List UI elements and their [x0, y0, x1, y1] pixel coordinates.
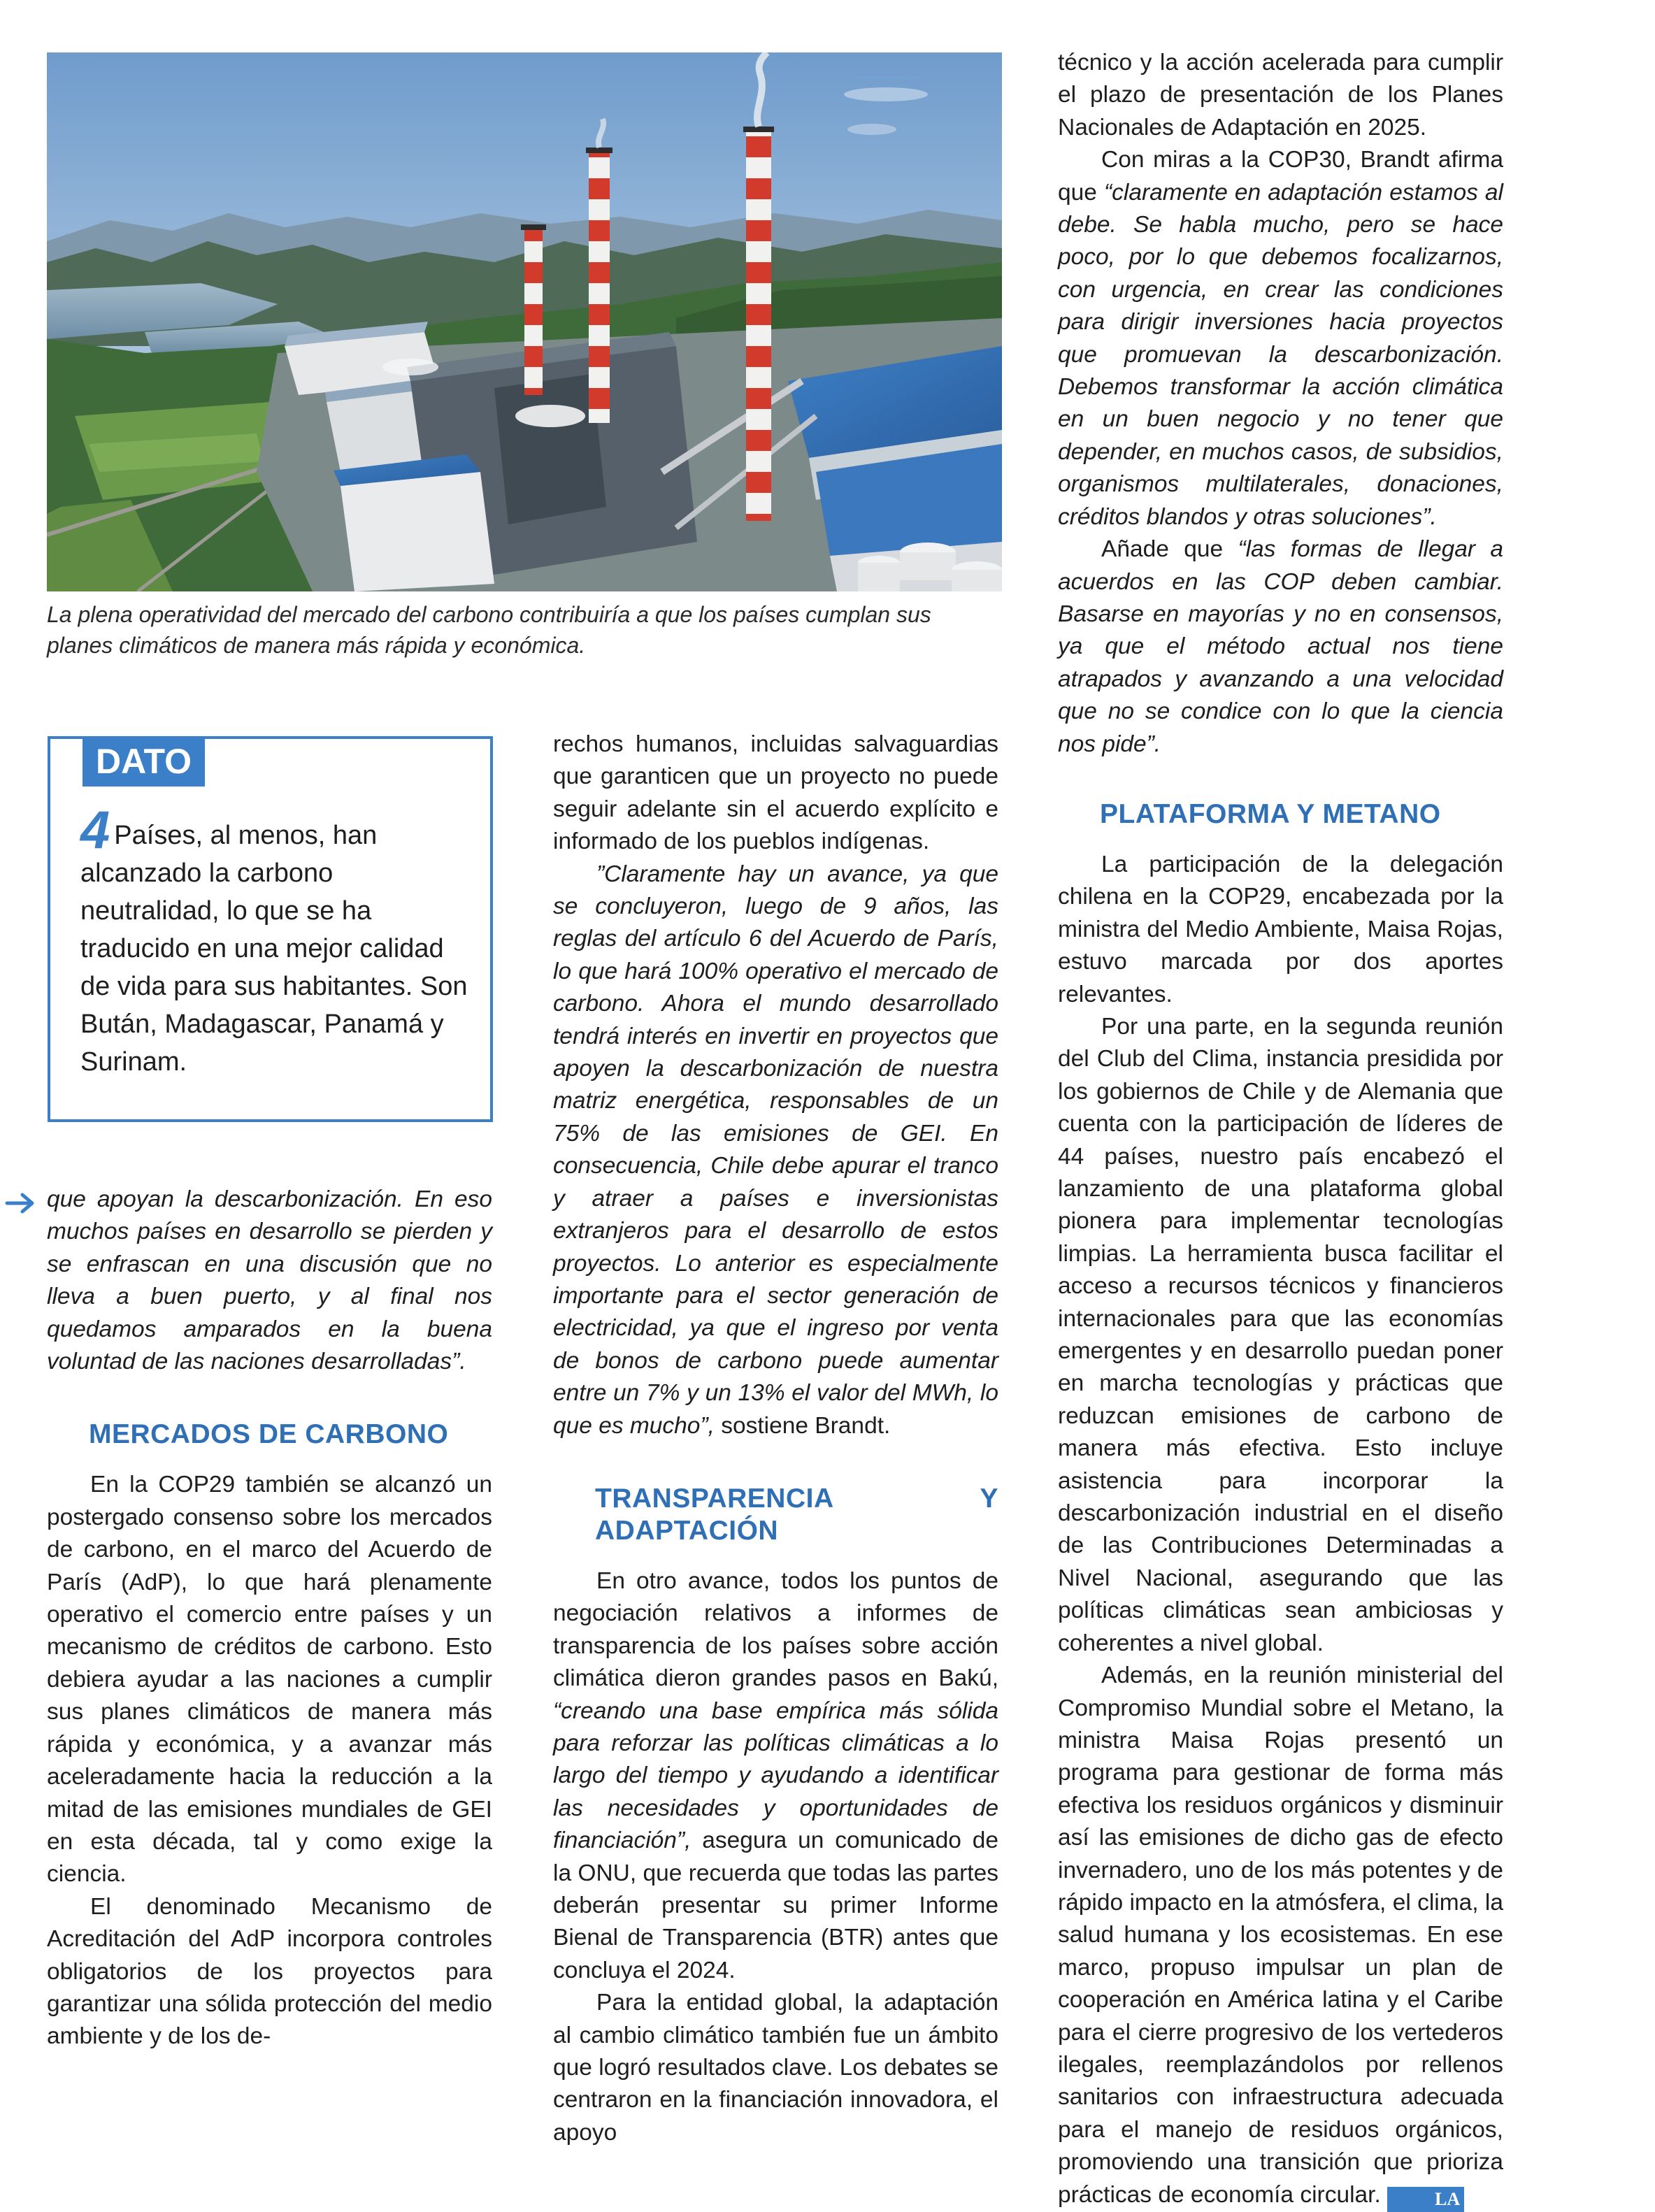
col3-paragraph-4: Por una parte, en la segunda reunión del Club del Clima, instancia presidida por los gobiernos de Chile y de Alemania que cuenta con la participación de líderes de 44 países, nuestro país encabezó el lanzamiento de una plataforma global pionera para implementar tecnologías limpias. La herramienta busca facilitar el acceso a recursos técnicos y financieros internacionales para que las economías emergentes y en desarrollo puedan poner en marcha tecnologías y prácticas que reduzcan emisiones de carbono de manera más efectiva. Esto incluye asistencia para incorporar la descarbonización industrial en el diseño de las Contribuciones Determinadas a Nivel Nacional, asegurando que las políticas climáticas sean ambiciosas y coherentes a nivel global.	[1058, 1013, 1503, 1656]
col2-paragraph-1: rechos humanos, incluidas salvaguardias que garanticen que un proyecto no puede seguir adelante sin el acuerdo explícito e informado de los pueblos indígenas.	[553, 731, 998, 855]
col3-paragraph-1: Con miras a la COP30, Brandt afirma que “claramente en adaptación estamos al debe. Se habla mucho, pero se hace poco, por lo que debemos focalizarnos, con urgencia, en crear las condiciones para dirigir inversiones hacia proyectos que promuevan la descarbonización. Debemos transformar la acción climática en un buen negocio y no tener que depender, en muchos casos, de subsidios, organismos multilaterales, donaciones, créditos blandos y otras soluciones”.	[1058, 147, 1503, 530]
column-2	[553, 728, 998, 2149]
column-1	[47, 1184, 492, 2053]
col3-paragraph-0: técnico y la acción acelerada para cumplir el plazo de presentación de los Planes Nacionales de Adaptación en 2025.	[1058, 50, 1503, 141]
col3-paragraph-3: La participación de la delegación chilena en la COP29, encabezada por la ministra del Medio Ambiente, Maisa Rojas, estuvo marcada por dos aportes relevantes.	[1058, 851, 1503, 1007]
la-logo: LA	[1387, 2187, 1464, 2212]
col1-paragraph-1: En la COP29 también se alcanzó un postergado consenso sobre los mercados de carbono, en el marco del Acuerdo de París (AdP), lo que hará plenamente operativo el comercio entre países y un mecanismo de créditos de carbono. Esto debiera ayudar a las naciones a cumplir sus planes climáticos de manera más rápida y económica, y a avanzar más aceleradamente hacia la reducción a la mitad de las emisiones mundiales de GEI en esta década, tal y como exige la ciencia.	[47, 1472, 492, 1888]
dato-label: DATO	[83, 736, 205, 787]
col2-paragraph-4: Para la entidad global, la adaptación al cambio climático también fue un ámbito que logró resultados clave. Los debates se centraron en la financiación innovadora, el apoyo	[553, 1990, 998, 2146]
photo-caption: La plena operatividad del mercado del carbono contribuiría a que los países cumplan sus planes climáticos de manera más rápida y económica.	[47, 602, 931, 658]
col2-paragraph-3: En otro avance, todos los puntos de negociación relativos a informes de transparencia de los países sobre acción climática dieron grandes pasos en Bakú, “creando una base empírica más sólida para reforzar las políticas climáticas a lo largo del tiempo y ayudando a identificar las necesidades y oportunidades de financiación”, asegura un comunicado de la ONU, que recuerda que todas las partes deberán presentar su primer Informe Bienal de Transparencia (BTR) antes que concluya el 2024.	[553, 1567, 998, 1983]
column-3	[1058, 47, 1503, 2212]
col1-paragraph-2: El denominado Mecanismo de Acreditación del AdP incorpora controles obligatorios de los proyectos para garantizar una sólida protección del medio ambiente y de los de-	[47, 1893, 492, 2050]
heading-mercados-de-carbono: MERCADOS DE CARBONO	[89, 1419, 449, 1450]
power-plant-photo	[47, 52, 1002, 591]
continuation-arrow-icon	[4, 1191, 39, 1216]
heading-transparencia-y-adaptacion: TRANSPARENCIA Y ADAPTACIÓN	[595, 1483, 998, 1546]
col3-paragraph-2: Añade que “las formas de llegar a acuerdos en las COP deben cambiar. Basarse en mayorías y no en consensos, ya que el método actual nos tiene atrapados y avanzando a una velocidad que no se condice con lo que la ciencia nos pide”.	[1058, 536, 1503, 757]
dato-number: 4	[80, 800, 110, 860]
col3-paragraph-5: Además, en la reunión ministerial del Compromiso Mundial sobre el Metano, la ministra Maisa Rojas presentó un programa para gestionar de forma más efectiva los residuos orgánicos y disminuir así las emisiones de dicho gas de efecto invernadero, uno de los más potentes y de rápido impacto en la atmósfera, el clima, la salud humana y los ecosistemas. En ese marco, propuso impulsar un plan de cooperación en América latina y el Caribe para el cierre progresivo de los vertederos ilegales, reemplazándolos por rellenos sanitarios con infraestructura adecuada para el manejo de residuos orgánicos, promoviendo una transición que prioriza prácticas de economía circular. LA	[1058, 1660, 1503, 2212]
dato-text	[80, 800, 472, 1081]
col2-paragraph-2: ”Claramente hay un avance, ya que se concluyeron, luego de 9 años, las reglas del artículo 6 del Acuerdo de París, lo que hará 100% operativo el mercado de carbono. Ahora el mundo desarrollado tendrá interés en invertir en proyectos que apoyen la descarbonización de nuestra matriz energética, responsables de un 75% de las emisiones de GEI. En consecuencia, Chile debe apurar el tranco y atraer a países e inversionistas extranjeros para el desarrollo de estos proyectos. Lo anterior es especialmente importante para el sector generación de electricidad, ya que el ingreso por venta de bonos de carbono puede aumentar entre un 7% y un 13% el valor del MWh, lo que es mucho”, sostiene Brandt.	[553, 861, 998, 1439]
power-plant-image	[47, 52, 1002, 591]
heading-plataforma-y-metano: PLATAFORMA Y METANO	[1100, 798, 1441, 829]
dato-body: Países, al menos, han alcanzado la carbono neutralidad, lo que se ha traducido en una mejor calidad de vida para sus habitantes. Son Bután, Madagascar, Panamá y Surinam.	[80, 821, 468, 1077]
col1-continued-paragraph: que apoyan la descarbonización. En eso muchos países en desarrollo se pierden y se enfrascan en una discusión que no lleva a buen puerto, y al final nos quedamos amparados en la buena voluntad de las naciones desarrolladas”.	[47, 1186, 492, 1375]
